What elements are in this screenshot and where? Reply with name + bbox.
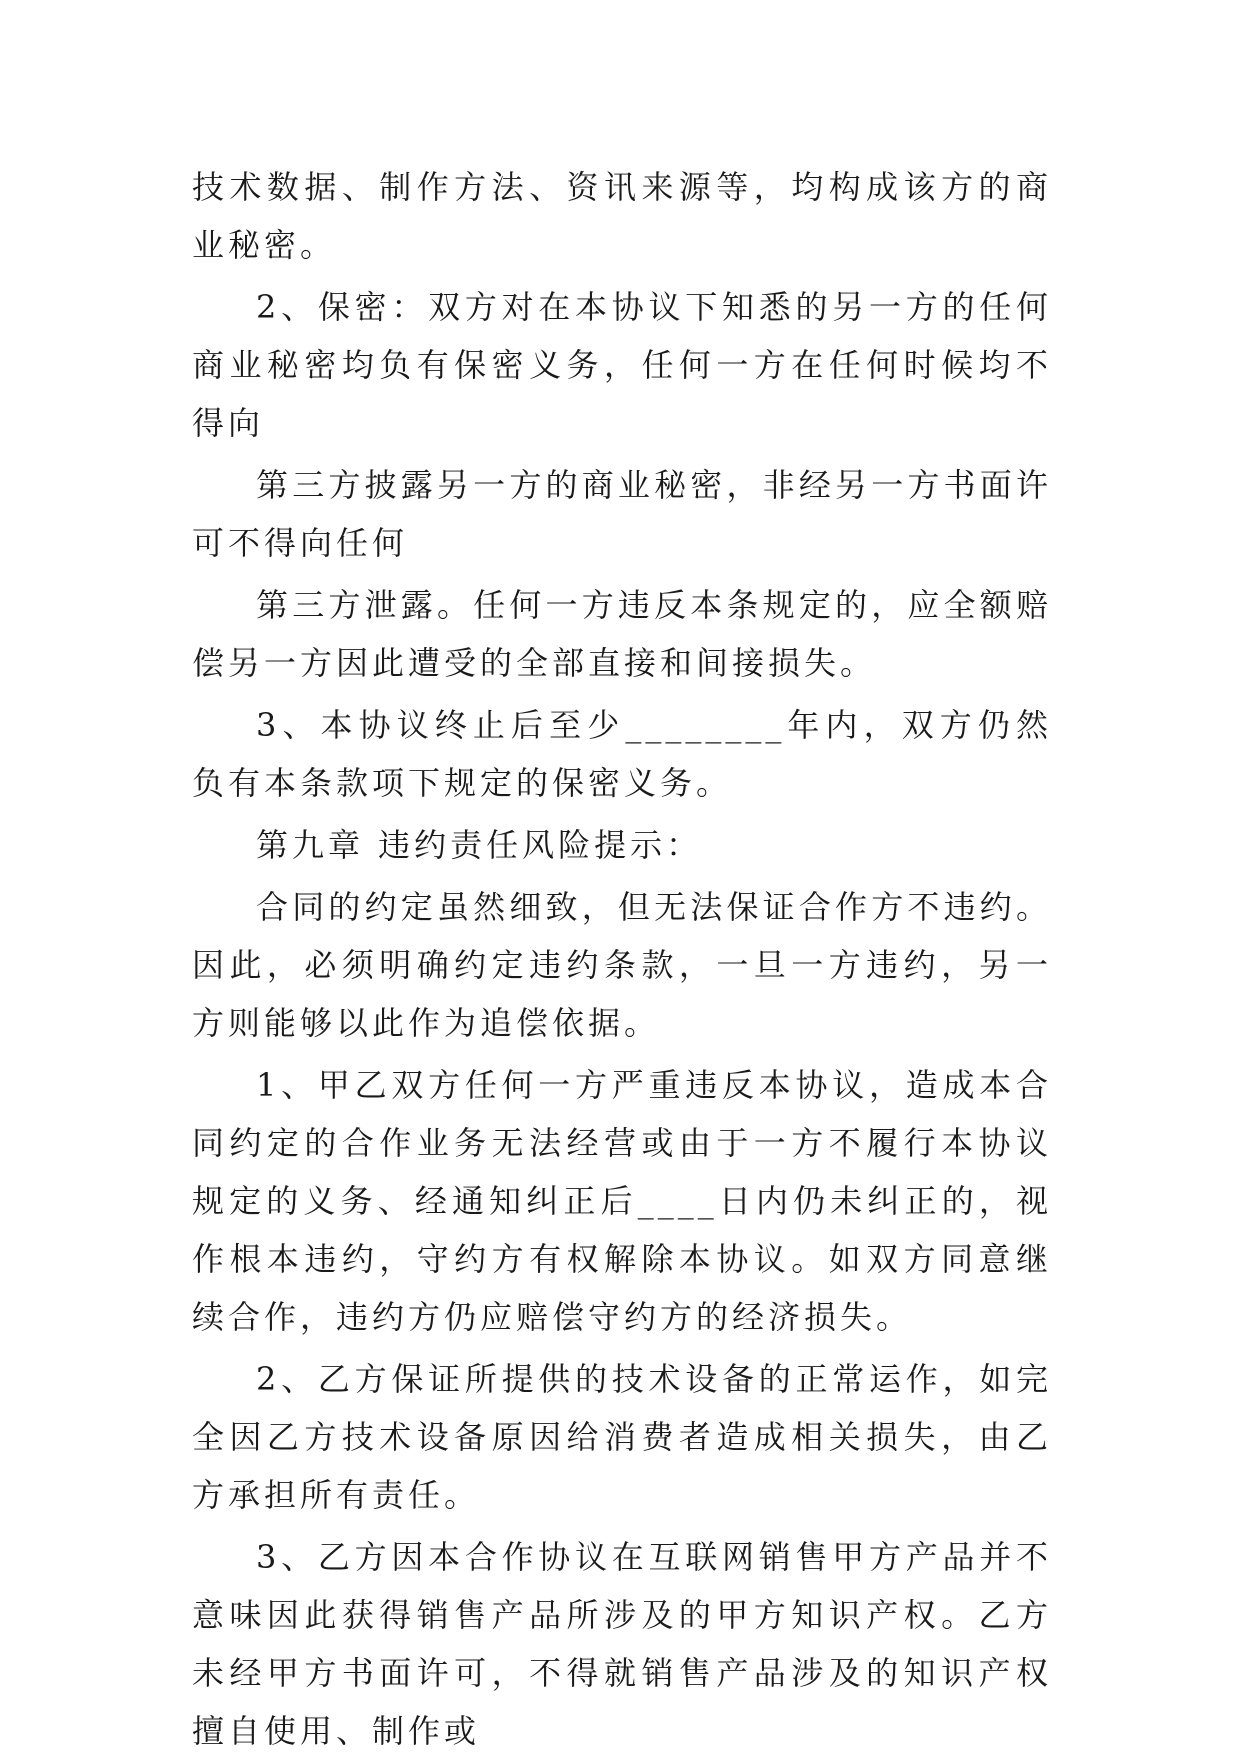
paragraph-8: 1、甲乙双方任何一方严重违反本协议，造成本合同约定的合作业务无法经营或由于一方不履行本协议规定的义务、经通知纠正后____日内仍未纠正的，视作根本违约，守约方有权解除本协议。如双方同意继续合作，违约方仍应赔偿守约方的经济损失。 xyxy=(192,1066,1052,1336)
document-body xyxy=(192,158,1052,1764)
paragraph-1: 技术数据、制作方法、资讯来源等，均构成该方的商业秘密。 xyxy=(192,168,1052,264)
paragraph-2: 2、保密：双方对在本协议下知悉的另一方的任何商业秘密均负有保密义务，任何一方在任何时候均不得向 xyxy=(192,288,1052,442)
paragraph-10: 3、乙方因本合作协议在互联网销售甲方产品并不意味因此获得销售产品所涉及的甲方知识产权。乙方未经甲方书面许可，不得就销售产品涉及的知识产权擅自使用、制作或 xyxy=(192,1538,1052,1750)
paragraph-5: 3、本协议终止后至少________年内，双方仍然负有本条款项下规定的保密义务。 xyxy=(192,706,1052,802)
paragraph-4: 第三方泄露。任何一方违反本条规定的，应全额赔偿另一方因此遭受的全部直接和间接损失。 xyxy=(192,586,1052,682)
paragraph-7: 合同的约定虽然细致，但无法保证合作方不违约。因此，必须明确约定违约条款，一旦一方违约，另一方则能够以此作为追偿依据。 xyxy=(192,888,1052,1042)
paragraph-9: 2、乙方保证所提供的技术设备的正常运作，如完全因乙方技术设备原因给消费者造成相关损失，由乙方承担所有责任。 xyxy=(192,1360,1052,1514)
paragraph-3: 第三方披露另一方的商业秘密，非经另一方书面许可不得向任何 xyxy=(192,466,1052,562)
chapter-heading: 第九章 违约责任风险提示： xyxy=(256,826,703,864)
